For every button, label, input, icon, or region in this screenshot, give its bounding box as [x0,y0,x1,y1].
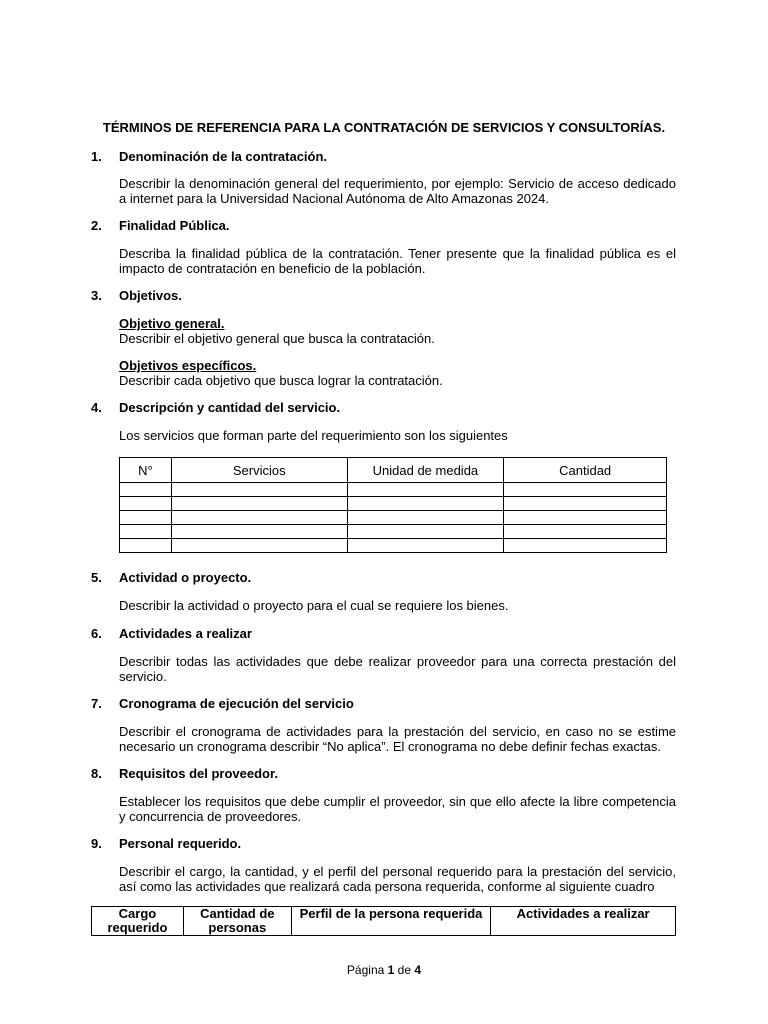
footer-page-label: Página [346,963,385,977]
section-title: Cronograma de ejecución del servicio [119,696,354,711]
section-number: 5. [91,570,102,585]
section-heading-3 [91,288,182,303]
header-cell-activities: Actividades a realizar [491,907,676,936]
table-cell [504,483,667,497]
section-number: 6. [91,626,102,641]
table-cell [504,497,667,511]
objective-general-block [119,316,676,346]
table-cell [347,539,504,553]
footer-separator: de [397,963,412,977]
personnel-table [91,906,676,936]
table-cell [504,511,667,525]
objective-general-body: Describir el objetivo general que busca la contratación. [119,331,435,346]
section-heading-8 [91,766,278,781]
section-heading-6 [91,626,252,641]
table-row [120,497,667,511]
section-number: 7. [91,696,102,711]
section-body-9: Describir el cargo, la cantidad, y el perfil del personal requerido para la prestación del servicio, así como las actividades que realizará cada persona requerida, conforme al siguiente cuadro [119,864,676,894]
table-cell [504,525,667,539]
section-number: 9. [91,836,102,851]
table-header-row [92,907,676,936]
table-header-row [120,458,667,483]
section-body-8: Establecer los requisitos que debe cumplir el proveedor, sin que ello afecte la libre competencia y concurrencia de proveedores. [119,794,676,824]
table-cell [171,525,347,539]
table-cell [120,483,172,497]
objective-general-title: Objetivo general. [119,316,225,331]
table-cell [120,497,172,511]
table-cell [347,483,504,497]
section-title: Actividad o proyecto. [119,570,252,585]
section-number: 4. [91,400,102,415]
services-table [119,457,667,553]
page-footer [0,963,768,977]
header-cell-unit: Unidad de medida [347,458,504,483]
document-title: TÉRMINOS DE REFERENCIA PARA LA CONTRATACIÓN DE SERVICIOS Y CONSULTORÍAS. [102,120,666,135]
footer-total-pages: 4 [414,963,422,977]
table-cell [171,511,347,525]
section-body-4: Los servicios que forman parte del requerimiento son los siguientes [119,428,508,443]
header-cell-number: N° [120,458,172,483]
table-cell [347,525,504,539]
objective-specific-block [119,358,676,388]
section-number: 2. [91,218,102,233]
table-row [120,483,667,497]
table-cell [171,497,347,511]
section-number: 8. [91,766,102,781]
section-title: Actividades a realizar [119,626,252,641]
section-title: Objetivos. [119,288,182,303]
table-cell [347,497,504,511]
section-heading-1 [91,149,327,164]
section-body-5: Describir la actividad o proyecto para el cual se requiere los bienes. [119,598,509,613]
section-number: 3. [91,288,102,303]
table-row [120,511,667,525]
objective-specific-body: Describir cada objetivo que busca lograr la contratación. [119,373,443,388]
header-cell-services: Servicios [171,458,347,483]
table-row [120,539,667,553]
header-cell-quantity: Cantidad [504,458,667,483]
section-title: Denominación de la contratación. [119,149,328,164]
objective-specific-title: Objetivos específicos. [119,358,257,373]
section-heading-7 [91,696,354,711]
section-heading-2 [91,218,230,233]
section-heading-5 [91,570,251,585]
section-heading-9 [91,836,241,851]
table-cell [171,483,347,497]
section-heading-4 [91,400,340,415]
section-body-6: Describir todas las actividades que debe realizar proveedor para una correcta prestación del servicio. [119,654,676,684]
section-body-1: Describir la denominación general del requerimiento, por ejemplo: Servicio de acceso dedicado a internet para la Universidad Nacional Autónoma de Alto Amazonas 2024. [119,176,676,206]
table-cell [171,539,347,553]
table-cell [120,511,172,525]
section-body-7: Describir el cronograma de actividades para la prestación del servicio, en caso no se estime necesario un cronograma describir “No aplica”. El cronograma no debe definir fechas exactas. [119,724,676,754]
section-title: Requisitos del proveedor. [119,766,278,781]
section-title: Personal requerido. [119,836,242,851]
table-row [120,525,667,539]
table-cell [504,539,667,553]
table-cell [120,539,172,553]
section-title: Descripción y cantidad del servicio. [119,400,341,415]
table-cell [120,525,172,539]
header-cell-role: Cargo requerido [92,907,184,936]
header-cell-count: Cantidad de personas [183,907,291,936]
section-title: Finalidad Pública. [119,218,230,233]
header-cell-profile: Perfil de la persona requerida [291,907,491,936]
footer-current-page: 1 [387,963,395,977]
section-number: 1. [91,149,102,164]
section-body-2: Describa la finalidad pública de la contratación. Tener presente que la finalidad pública es el impacto de contratación en beneficio de la población. [119,246,676,276]
table-cell [347,511,504,525]
